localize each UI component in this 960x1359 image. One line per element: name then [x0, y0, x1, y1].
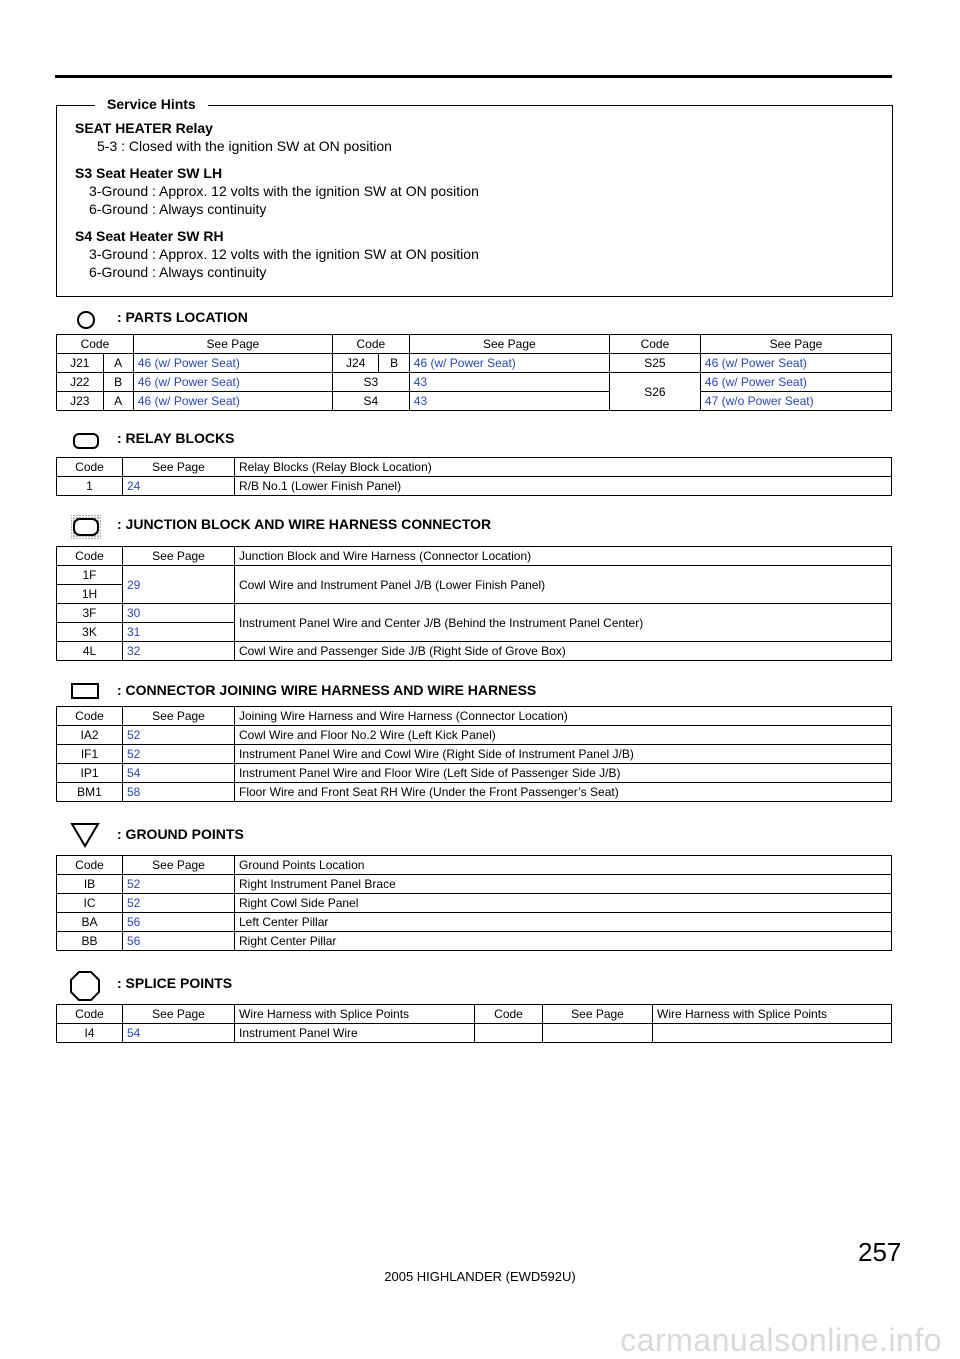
code-letter-cell: B — [379, 354, 409, 373]
page-link[interactable]: 47 (w/o Power Seat) — [700, 392, 891, 411]
hint-line: 3-Ground : Approx. 12 volts with the ignition SW at ON position — [89, 183, 479, 199]
table-row — [57, 354, 892, 373]
code-cell: IC — [57, 894, 123, 913]
table-row — [57, 642, 892, 661]
circle-symbol-icon — [76, 310, 96, 330]
ground-points-table — [56, 855, 892, 951]
empty-cell — [543, 1024, 653, 1043]
code-cell: IA2 — [57, 726, 123, 745]
code-cell: BM1 — [57, 783, 123, 802]
page-link[interactable]: 58 — [123, 783, 235, 802]
code-cell: J22 — [57, 373, 104, 392]
hint-seat-heater-relay — [75, 119, 392, 155]
col-header: Code — [57, 1005, 123, 1024]
col-header: Code — [57, 458, 123, 477]
col-header: See Page — [123, 707, 235, 726]
octagon-symbol-icon — [69, 970, 101, 1002]
page-link[interactable]: 46 (w/ Power Seat) — [133, 392, 332, 411]
triangle-symbol-icon — [70, 822, 100, 848]
location-cell: Instrument Panel Wire and Center J/B (Behind the Instrument Panel Center) — [235, 604, 892, 642]
col-header: Wire Harness with Splice Points — [653, 1005, 892, 1024]
table-row — [57, 745, 892, 764]
table-row — [57, 932, 892, 951]
code-letter-cell: A — [103, 354, 133, 373]
hint-head: S3 Seat Heater SW LH — [75, 165, 223, 181]
col-header: See Page — [543, 1005, 653, 1024]
location-cell: Cowl Wire and Instrument Panel J/B (Lower Finish Panel) — [235, 566, 892, 604]
rounded-rect-symbol-icon — [72, 431, 100, 451]
location-cell: Right Center Pillar — [235, 932, 892, 951]
table-header-row — [57, 335, 892, 354]
code-cell: S3 — [332, 373, 409, 392]
table-row — [57, 913, 892, 932]
page-link[interactable]: 43 — [409, 373, 609, 392]
col-header: Code — [57, 547, 123, 566]
code-cell: 4L — [57, 642, 123, 661]
footer-model: 2005 HIGHLANDER (EWD592U) — [384, 1269, 576, 1284]
hint-s4 — [75, 227, 479, 281]
table-row — [57, 1024, 892, 1043]
empty-cell — [653, 1024, 892, 1043]
page-link[interactable]: 46 (w/ Power Seat) — [700, 373, 891, 392]
table-row — [57, 783, 892, 802]
parts-location-table — [56, 334, 892, 411]
col-header: Relay Blocks (Relay Block Location) — [235, 458, 892, 477]
location-cell: Instrument Panel Wire and Cowl Wire (Right Side of Instrument Panel J/B) — [235, 745, 892, 764]
table-row — [57, 726, 892, 745]
splice-points-table — [56, 1004, 892, 1043]
watermark: carmanualsonline.info — [620, 1322, 942, 1358]
location-cell: R/B No.1 (Lower Finish Panel) — [235, 477, 892, 496]
table-header-row — [57, 1005, 892, 1024]
junction-block-title: : JUNCTION BLOCK AND WIRE HARNESS CONNECTOR — [117, 516, 492, 532]
hint-line: 6-Ground : Always continuity — [89, 264, 267, 280]
code-cell: J23 — [57, 392, 104, 411]
code-letter-cell: A — [103, 392, 133, 411]
ground-points-title: : GROUND POINTS — [117, 826, 244, 842]
page-link[interactable]: 54 — [123, 764, 235, 783]
code-cell: BB — [57, 932, 123, 951]
code-cell: 1 — [57, 477, 123, 496]
code-cell: IP1 — [57, 764, 123, 783]
location-cell: Cowl Wire and Floor No.2 Wire (Left Kick Panel) — [235, 726, 892, 745]
page-link[interactable]: 24 — [123, 477, 235, 496]
page-link[interactable]: 52 — [123, 726, 235, 745]
page-link[interactable]: 43 — [409, 392, 609, 411]
splice-points-title: : SPLICE POINTS — [117, 975, 233, 991]
code-cell: S4 — [332, 392, 409, 411]
hint-head: SEAT HEATER Relay — [75, 120, 213, 136]
page-link[interactable]: 46 (w/ Power Seat) — [700, 354, 891, 373]
location-cell: Floor Wire and Front Seat RH Wire (Under the Front Passenger’s Seat) — [235, 783, 892, 802]
hint-line: 6-Ground : Always continuity — [89, 201, 267, 217]
service-hints-title: Service Hints — [95, 96, 208, 112]
page-link[interactable]: 30 — [123, 604, 235, 623]
hint-line: 5-3 : Closed with the ignition SW at ON position — [97, 138, 392, 154]
page-link[interactable]: 56 — [123, 932, 235, 951]
code-letter-cell: B — [103, 373, 133, 392]
page-link[interactable]: 29 — [123, 566, 235, 604]
table-header-row — [57, 547, 892, 566]
table-header-row — [57, 856, 892, 875]
location-cell: Right Cowl Side Panel — [235, 894, 892, 913]
location-cell: Instrument Panel Wire — [235, 1024, 475, 1043]
junction-block-table — [56, 546, 892, 661]
page-link[interactable]: 54 — [123, 1024, 235, 1043]
code-cell: S25 — [609, 354, 700, 373]
col-header: Code — [609, 335, 700, 354]
col-header: See Page — [123, 856, 235, 875]
col-header: Joining Wire Harness and Wire Harness (Connector Location) — [235, 707, 892, 726]
table-row — [57, 477, 892, 496]
page-link[interactable]: 56 — [123, 913, 235, 932]
code-cell: J21 — [57, 354, 104, 373]
table-header-row — [57, 458, 892, 477]
page-link[interactable]: 52 — [123, 745, 235, 764]
relay-blocks-table — [56, 457, 892, 496]
location-cell: Left Center Pillar — [235, 913, 892, 932]
col-header: Code — [57, 335, 134, 354]
connector-joining-table — [56, 706, 892, 802]
page-link[interactable]: 31 — [123, 623, 235, 642]
location-cell: Cowl Wire and Passenger Side J/B (Right Side of Grove Box) — [235, 642, 892, 661]
page-link[interactable]: 46 (w/ Power Seat) — [133, 373, 332, 392]
code-cell: 1F — [57, 566, 123, 585]
code-cell: IF1 — [57, 745, 123, 764]
code-cell: BA — [57, 913, 123, 932]
table-row — [57, 566, 892, 585]
table-row — [57, 373, 892, 392]
connector-joining-title: : CONNECTOR JOINING WIRE HARNESS AND WIRE HARNESS — [117, 682, 537, 698]
parts-location-title: : PARTS LOCATION — [117, 309, 248, 325]
table-row — [57, 875, 892, 894]
code-cell: 3F — [57, 604, 123, 623]
hint-line: 3-Ground : Approx. 12 volts with the ignition SW at ON position — [89, 246, 479, 262]
hint-head: S4 Seat Heater SW RH — [75, 228, 224, 244]
hint-s3 — [75, 164, 479, 218]
location-cell: Instrument Panel Wire and Floor Wire (Left Side of Passenger Side J/B) — [235, 764, 892, 783]
table-header-row — [57, 707, 892, 726]
col-header: See Page — [123, 458, 235, 477]
col-header: Code — [475, 1005, 543, 1024]
col-header: Code — [332, 335, 409, 354]
col-header: See Page — [409, 335, 609, 354]
relay-blocks-title: : RELAY BLOCKS — [117, 430, 235, 446]
page-link[interactable]: 32 — [123, 642, 235, 661]
col-header: Ground Points Location — [235, 856, 892, 875]
code-cell: IB — [57, 875, 123, 894]
page-link[interactable]: 46 (w/ Power Seat) — [133, 354, 332, 373]
page-link[interactable]: 52 — [123, 875, 235, 894]
table-row — [57, 764, 892, 783]
table-row — [57, 392, 892, 411]
hatched-rounded-rect-symbol-icon — [70, 514, 102, 540]
rect-symbol-icon — [70, 681, 100, 701]
top-rule — [55, 75, 892, 78]
col-header: Wire Harness with Splice Points — [235, 1005, 475, 1024]
page-link[interactable]: 46 (w/ Power Seat) — [409, 354, 609, 373]
col-header: See Page — [123, 1005, 235, 1024]
col-header: See Page — [123, 547, 235, 566]
code-cell: J24 — [332, 354, 379, 373]
col-header: Code — [57, 856, 123, 875]
code-cell: I4 — [57, 1024, 123, 1043]
col-header: Code — [57, 707, 123, 726]
col-header: Junction Block and Wire Harness (Connector Location) — [235, 547, 892, 566]
page-link[interactable]: 52 — [123, 894, 235, 913]
table-row — [57, 604, 892, 623]
location-cell: Right Instrument Panel Brace — [235, 875, 892, 894]
col-header: See Page — [133, 335, 332, 354]
table-row — [57, 894, 892, 913]
page-number: 257 — [858, 1237, 902, 1267]
empty-cell — [475, 1024, 543, 1043]
code-cell: 3K — [57, 623, 123, 642]
code-cell: S26 — [609, 373, 700, 411]
col-header: See Page — [700, 335, 891, 354]
code-cell: 1H — [57, 585, 123, 604]
